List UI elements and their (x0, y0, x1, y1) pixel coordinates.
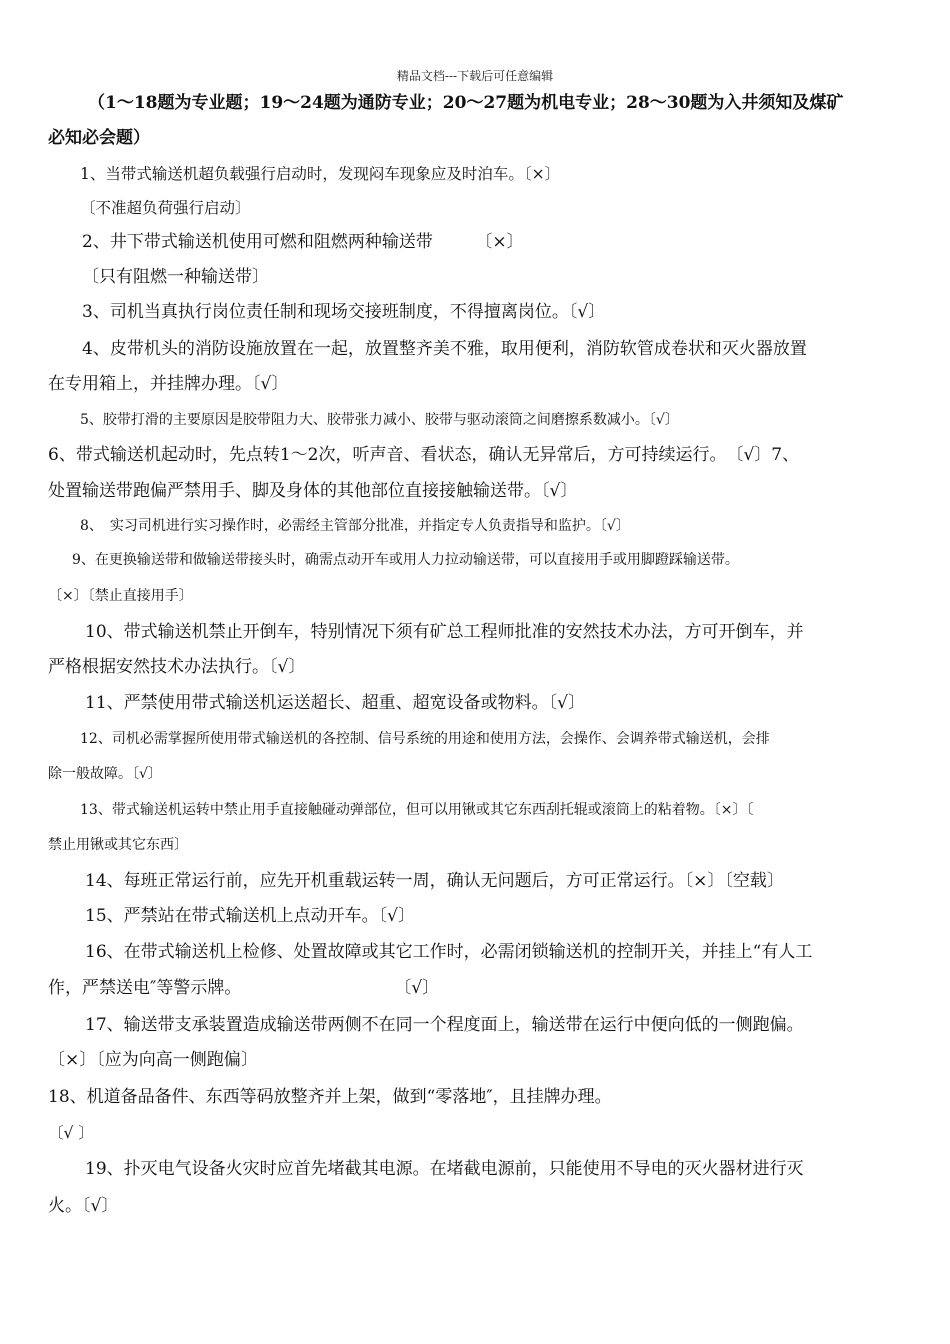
item-3-line: 3、司机当真执行岗位责任制和现场交接班制度，不得擅离岗位。〔√〕 (82, 302, 606, 322)
item-14-line: 14、每班正常运行前，应先开机重载运转一周，确认无问题后，方可正常运行。〔×〕〔空载〕 (85, 871, 784, 891)
item-13-line-2: 禁止用锹或其它东西〕 (48, 837, 188, 853)
item-12-line-1: 12、司机必需掌握所使用带式输送机的各控制、信号系统的用途和使用方法，会操作、会调养带式输送机，会排 (80, 731, 770, 747)
item-12-line-2: 除一般故障。〔√〕 (48, 766, 162, 782)
item-19-line-2: 火。〔√〕 (48, 1196, 119, 1216)
item-8-line: 8、 实习司机进行实习操作时，必需经主管部分批准，并指定专人负责指导和监护。〔√〕 (80, 518, 630, 534)
item-1-line: 1、当带式输送机超负载强行启动时，发现闷车现象应及时泊车。〔×〕 (80, 165, 561, 183)
item-18-line: 18、机道备品备件、东西等码放整齐并上架，做到“零落地″，且挂牌办理。 (48, 1087, 612, 1107)
item-18-note: 〔√ 〕 (48, 1124, 94, 1142)
item-1-note: 〔不准超负荷强行启动〕 (80, 199, 251, 217)
item-13-line-1: 13、带式输送机运转中禁止用手直接触碰动弹部位，但可以用锹或其它东西刮托辊或滚筒上的粘着物。〔×〕〔 (80, 802, 754, 818)
item-16-line-1: 16、在带式输送机上检修、处置故障或其它工作时，必需闭锁输送机的控制开关，并挂上“有人工 (85, 942, 813, 962)
item-16-line-2: 作，严禁送电″等警示牌。 〔√〕 (48, 978, 440, 998)
item-2-line: 2、井下带式输送机使用可燃和阻燃两种输送带 〔×〕 (82, 232, 524, 252)
item-10-line-1: 10、带式输送机禁止开倒车，特别情况下须有矿总工程师批准的安然技术办法，方可开倒车，并 (85, 622, 804, 642)
item-15-line: 15、严禁站在带式输送机上点动开车。〔√〕 (85, 906, 415, 926)
page-header: 精品文档---下载后可任意编辑 (396, 69, 554, 83)
item-17-line-2: 〔×〕〔应为向高一侧跑偏〕 (48, 1050, 258, 1070)
intro-line-1: （1～18题为专业题；19～24题为通防专业；20～27题为机电专业；28～30题为入井须知及煤矿 (88, 93, 844, 113)
item-9-line: 9、在更换输送带和做输送带接头时，确需点动开车或用人力拉动输送带，可以直接用手或用脚蹬踩输送带。 (72, 552, 739, 568)
item-19-line-1: 19、扑灭电气设备火灾时应首先堵截其电源。在堵截电源前，只能使用不导电的灭火器材进行灭 (85, 1159, 804, 1179)
item-11-line: 11、严禁使用带式输送机运送超长、超重、超宽设备或物料。〔√〕 (85, 693, 585, 713)
item-4-line-1: 4、皮带机头的消防设施放置在一起，放置整齐美不雅，取用便利，消防软管成卷状和灭火器放置 (82, 339, 807, 359)
item-6-line: 6、带式输送机起动时，先点转1～2次，听声音、看状态，确认无异常后，方可持续运行。 〔√〕7、 (48, 445, 800, 465)
intro-line-2: 必知必会题） (48, 128, 150, 148)
item-2-note: 〔只有阻燃一种输送带〕 (82, 267, 269, 287)
item-5-line: 5、胶带打滑的主要原因是胶带阻力大、胶带张力减小、胶带与驱动滚筒之间磨擦系数减小。〔√〕 (80, 412, 679, 428)
item-4-line-2: 在专用箱上，并挂牌办理。〔√〕 (48, 374, 289, 394)
item-7-line: 处置输送带跑偏严禁用手、脚及身体的其他部位直接接触输送带。〔√〕 (48, 481, 578, 501)
item-17-line-1: 17、输送带支承装置造成输送带两侧不在同一个程度面上，输送带在运行中便向低的一侧跑偏。 (85, 1015, 804, 1035)
item-10-line-2: 严格根据安然技术办法执行。〔√〕 (48, 657, 306, 677)
item-9-note: 〔×〕〔禁止直接用手〕 (48, 588, 193, 604)
